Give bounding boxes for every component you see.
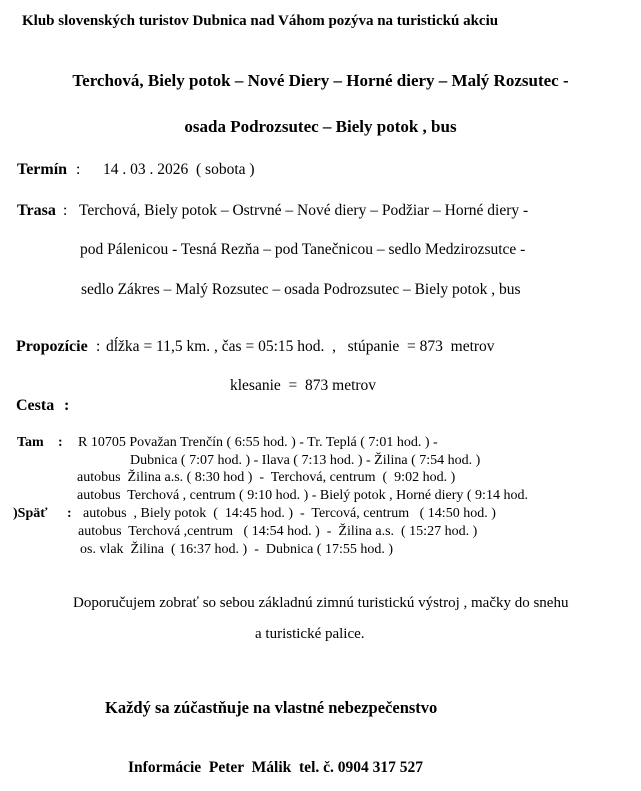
trasa-line2: pod Pálenicou - Tesná Rezňa – pod Tanečnicou – sedlo Medzirozsutce - — [80, 241, 526, 258]
cesta-label: Cesta — [16, 397, 55, 414]
propozicie-line1: dĺžka = 11,5 km. , čas = 05:15 hod. , stúpanie = 873 metrov — [106, 338, 495, 355]
tam-line-2: Dubnica ( 7:07 hod. ) - Ilava ( 7:13 hod. ) - Žilina ( 7:54 hod. ) — [130, 453, 481, 468]
club-header: Klub slovenských turistov Dubnica nad Váhom pozýva na turistickú akciu — [22, 13, 499, 29]
spat-label: )Späť — [13, 506, 48, 521]
trasa-line3: sedlo Zákres – Malý Rozsutec – osada Podrozsutec – Biely potok , bus — [81, 281, 521, 298]
tam-line-3: autobus Žilina a.s. ( 8:30 hod ) - Terchová, centrum ( 9:02 hod. ) — [77, 470, 456, 485]
tam-line-1: R 10705 Považan Trenčín ( 6:55 hod. ) - Tr. Teplá ( 7:01 hod. ) - — [78, 435, 438, 450]
propozicie-separator: : — [96, 338, 101, 355]
event-title-line1: Terchová, Biely potok – Nové Diery – Horné diery – Malý Rozsutec - — [72, 71, 569, 90]
trasa-line1: Terchová, Biely potok – Ostrvné – Nové diery – Podžiar – Horné diery - — [79, 202, 529, 219]
propozicie-label: Propozície — [16, 338, 88, 355]
event-title-line2: osada Podrozsutec – Biely potok , bus — [184, 117, 457, 136]
termin-label: Termín — [17, 161, 68, 178]
cesta-separator: : — [64, 397, 70, 414]
termin-separator: : — [76, 161, 81, 178]
recommendation-line2: a turistické palice. — [255, 626, 365, 642]
spat-separator: : — [67, 506, 72, 521]
propozicie-line2: klesanie = 873 metrov — [230, 377, 377, 394]
spat-line-3: os. vlak Žilina ( 16:37 hod. ) - Dubnica ( 17:55 hod. ) — [80, 542, 394, 557]
spat-line-1: autobus , Biely potok ( 14:45 hod. ) - Tercová, centrum ( 14:50 hod. ) — [83, 506, 496, 521]
tam-separator: : — [58, 435, 63, 450]
contact-info: Informácie Peter Málik tel. č. 0904 317 527 — [128, 759, 423, 776]
liability-warning: Každý sa zúčastňuje na vlastné nebezpečenstvo — [105, 698, 438, 717]
tam-label: Tam — [17, 435, 44, 450]
termin-value: 14 . 03 . 2026 ( sobota ) — [103, 161, 255, 178]
trasa-separator: : — [63, 202, 68, 219]
recommendation-line1: Doporučujem zobrať so sebou základnú zimnú turistickú výstroj , mačky do snehu — [73, 595, 569, 611]
trasa-label: Trasa — [17, 202, 56, 219]
spat-line-2: autobus Terchová ,centrum ( 14:54 hod. ) - Žilina a.s. ( 15:27 hod. ) — [78, 524, 478, 539]
tam-line-4: autobus Terchová , centrum ( 9:10 hod. ) - Bielý potok , Horné diery ( 9:14 hod. — [77, 488, 528, 503]
